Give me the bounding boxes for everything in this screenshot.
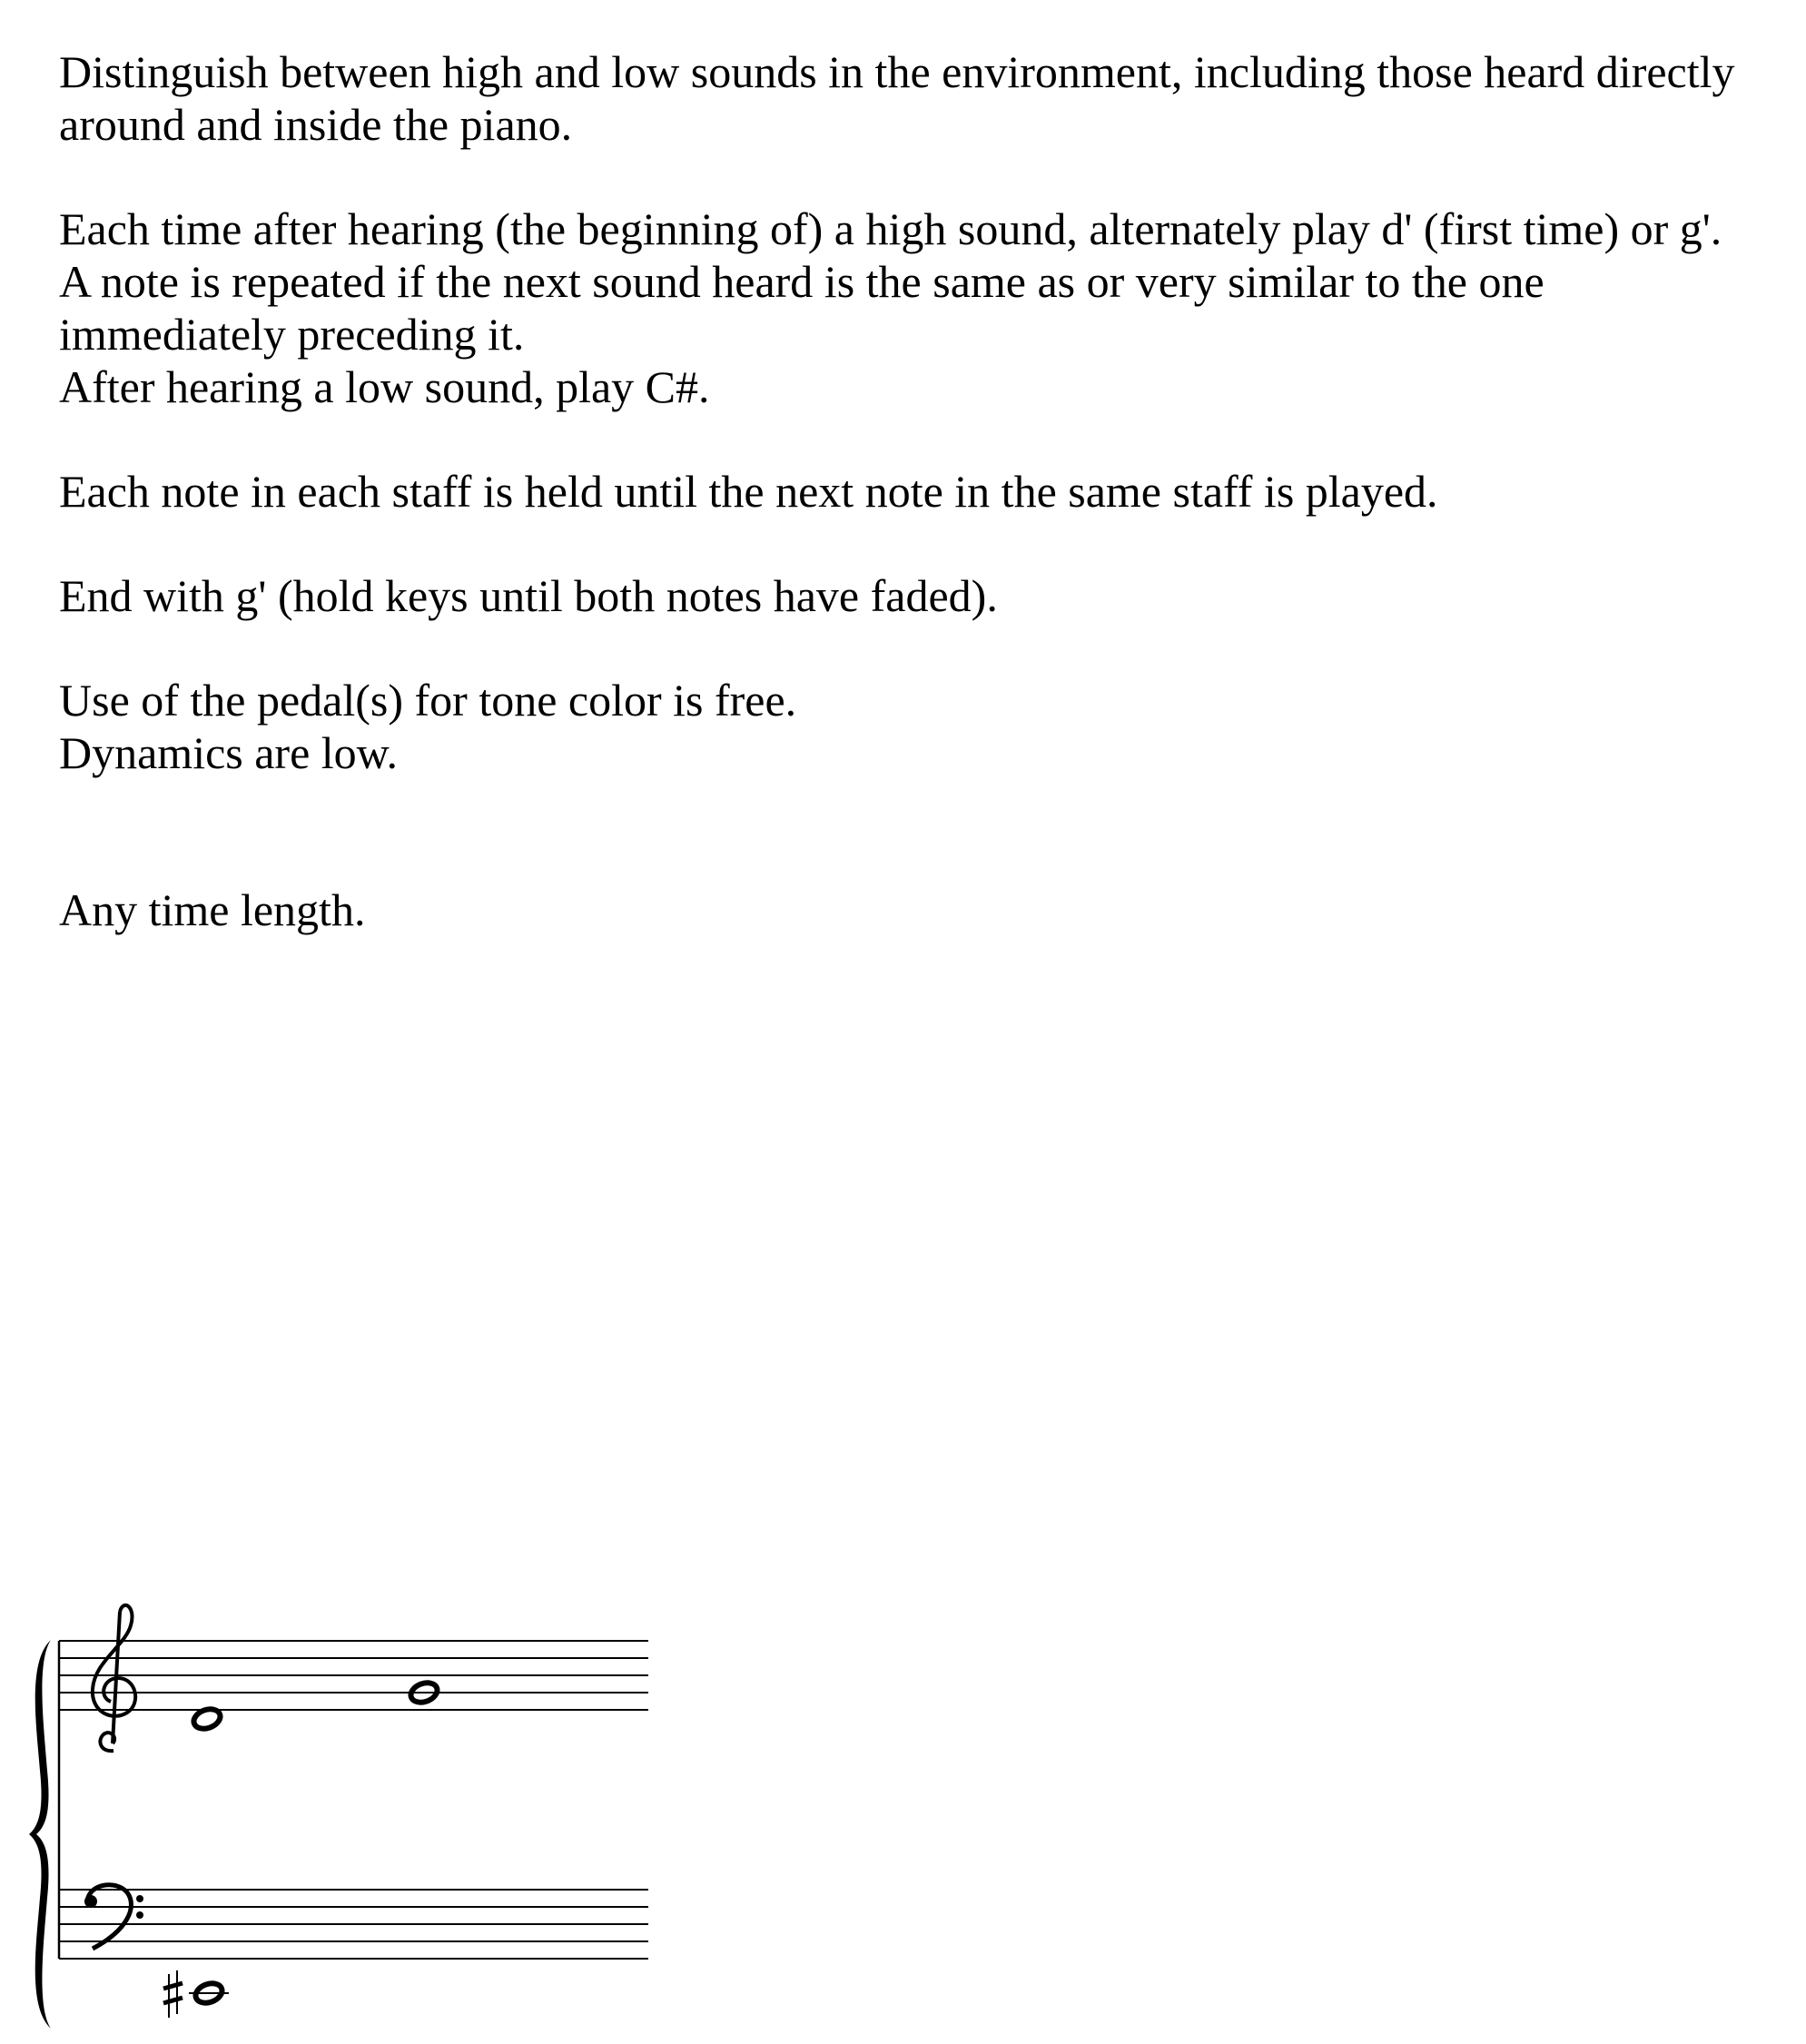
bass-clef-icon <box>84 1885 143 1949</box>
text-line: Dynamics are low. <box>59 727 399 778</box>
text-line: Each note in each staff is held until the next note in the same staff is played. <box>59 466 1438 517</box>
paragraph-pedal-dynamics <box>59 674 1784 779</box>
text-line: Distinguish between high and low sounds in the environment, including those heard directly <box>59 46 1735 97</box>
text-line: Any time length. <box>59 884 366 935</box>
instructions-text <box>59 45 1784 988</box>
grand-staff-score <box>0 1562 690 2044</box>
brace-icon <box>29 1640 51 2029</box>
paragraph-ending <box>59 569 1784 622</box>
treble-clef-icon <box>93 1605 135 1751</box>
text-line: After hearing a low sound, play C#. <box>59 361 710 412</box>
paragraph-duration <box>59 884 1784 936</box>
bass-staff <box>59 1890 648 1959</box>
paragraph-high-low-rules <box>59 202 1784 413</box>
note-c-sharp <box>189 1980 229 2006</box>
text-line: immediately preceding it. <box>59 309 525 360</box>
text-line: End with g' (hold keys until both notes have faded). <box>59 570 998 621</box>
text-line: Each time after hearing (the beginning of) a high sound, alternately play d' (first time) or g'. <box>59 203 1722 254</box>
text-line: Use of the pedal(s) for tone color is free. <box>59 675 797 726</box>
text-line: around and inside the piano. <box>59 99 573 150</box>
paragraph-hold-notes <box>59 465 1784 518</box>
sharp-icon <box>163 1970 183 2018</box>
paragraph-listening <box>59 45 1784 151</box>
text-line: A note is repeated if the next sound heard is the same as or very similar to the one <box>59 256 1544 307</box>
treble-staff <box>59 1641 648 1710</box>
